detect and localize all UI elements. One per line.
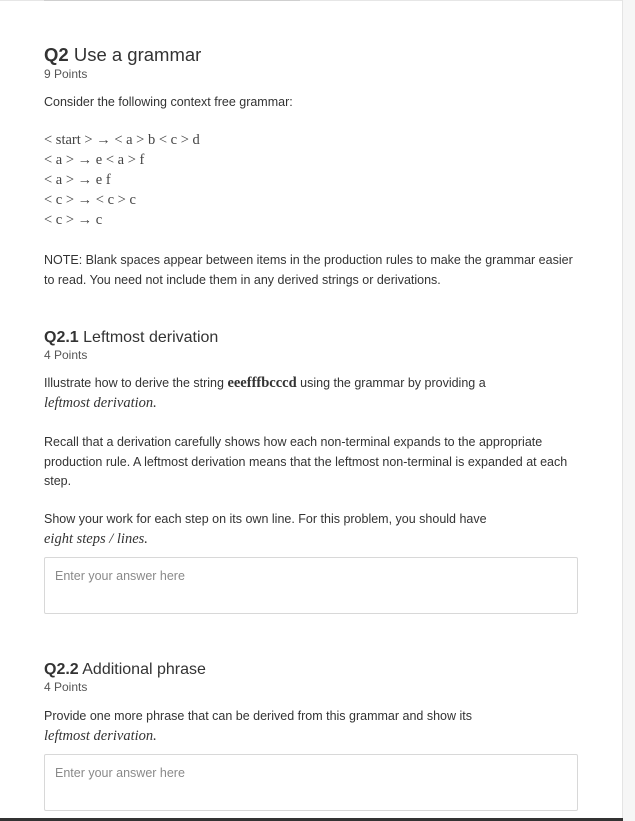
q22-instruction [44,707,584,746]
grammar-rule: < c > → < c > c [44,192,136,208]
top-tab-indicator [44,0,300,1]
q21-heading [44,329,218,347]
leftmost-derivation-term: leftmost derivation. [44,394,157,411]
q22-answer-input[interactable] [44,754,578,811]
grammar-rules [44,130,200,230]
target-string: eeefffbcccd [227,375,297,391]
steps-term: eight steps / lines. [44,530,148,547]
q22-text: Provide one more phrase that can be derived from this grammar and show its [44,709,472,723]
leftmost-derivation-term: leftmost derivation. [44,727,157,744]
q21-show-work [44,510,584,549]
grammar-rule: < a > → e < a > f [44,152,145,168]
q22-title: Additional phrase [82,661,206,678]
q21-text: Illustrate how to derive the string [44,376,228,390]
q21-number: Q2.1 [44,329,79,346]
grammar-rule: < start > → < a > b < c > d [44,132,200,148]
q21-text: using the grammar by providing a [296,376,486,390]
q21-text: Show your work for each step on its own line. For this problem, you should have [44,512,487,526]
q21-recall: Recall that a derivation carefully shows how each non-terminal expands to the appropriate production rule. A leftmost derivation means that the leftmost non-terminal is expanded at each step. [44,435,568,488]
q2-title: Use a grammar [73,44,202,65]
q2-points: 9 Points [44,67,88,81]
q2-intro: Consider the following context free grammar: [44,95,293,109]
q22-number: Q2.2 [44,661,79,678]
grammar-rule: < c > → c [44,212,103,228]
q21-title: Leftmost derivation [83,329,219,346]
scrollbar[interactable] [622,0,635,821]
q2-heading [44,44,201,66]
q2-note: NOTE: Blank spaces appear between items in the production rules to make the grammar easier to read. You need not include them in any derived strings or derivations. [44,253,573,287]
q2-number: Q2 [44,44,69,65]
q21-answer-input[interactable] [44,557,578,614]
q22-heading [44,661,206,679]
q21-points: 4 Points [44,348,88,362]
grammar-rule: < a > → e f [44,172,111,188]
q22-points: 4 Points [44,680,88,694]
q21-instruction [44,374,584,413]
